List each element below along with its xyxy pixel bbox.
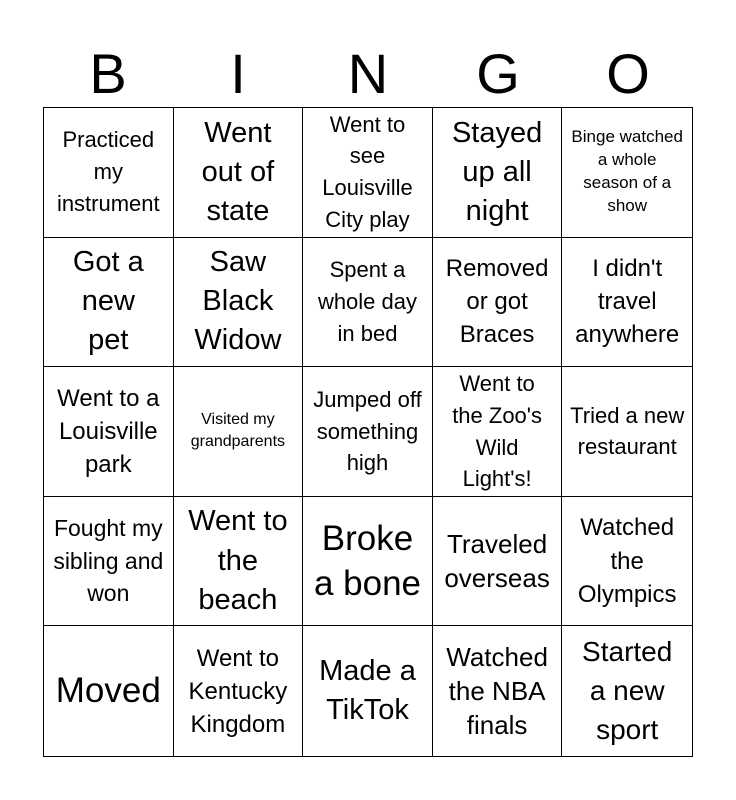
cell-text: Went to Kentucky Kingdom (188, 644, 288, 738)
bingo-cell[interactable] (174, 626, 304, 756)
bingo-cell[interactable] (303, 238, 433, 368)
cell-text: Saw Black Widow (194, 246, 282, 357)
bingo-cell[interactable] (303, 497, 433, 627)
bingo-cell[interactable] (562, 238, 692, 368)
bingo-cell[interactable] (174, 367, 304, 497)
header-letter-n: N (347, 42, 389, 105)
cell-text: Made a TikTok (319, 655, 416, 727)
cell-text: Fought my sibling and won (53, 515, 164, 607)
bingo-cell[interactable] (433, 367, 563, 497)
cell-text: Went out of state (201, 116, 275, 227)
bingo-cell[interactable] (433, 238, 563, 368)
cell-text: Stayed up all night (451, 116, 543, 227)
bingo-cell[interactable] (562, 497, 692, 627)
bingo-cell[interactable] (174, 497, 304, 627)
header-letter-i: I (230, 42, 246, 105)
bingo-cell[interactable] (562, 108, 692, 238)
header-letter-o: O (606, 42, 650, 105)
cell-text: Moved (55, 671, 161, 711)
cell-text: Removed or got Braces (445, 255, 549, 349)
bingo-cell[interactable] (44, 367, 174, 497)
bingo-cell[interactable] (44, 497, 174, 627)
bingo-cell[interactable] (174, 238, 304, 368)
bingo-cell[interactable] (562, 626, 692, 756)
bingo-cell[interactable] (44, 626, 174, 756)
cell-text: Spent a whole day in bed (317, 257, 418, 346)
bingo-cell[interactable] (303, 367, 433, 497)
bingo-cell[interactable] (433, 108, 563, 238)
cell-text: Broke a bone (313, 518, 422, 604)
bingo-header (43, 40, 693, 108)
cell-text: Binge watched a whole season of a show (571, 127, 683, 216)
cell-text: Tried a new restaurant (570, 402, 685, 460)
bingo-cell[interactable] (562, 367, 692, 497)
cell-text: Visited my grandparents (190, 411, 286, 451)
header-letter-b: B (89, 42, 127, 105)
bingo-cell[interactable] (433, 497, 563, 627)
cell-text: Went to the beach (188, 505, 288, 616)
cell-text: Got a new pet (72, 246, 144, 357)
cell-text: Jumped off something high (313, 386, 422, 476)
cell-text: I didn't travel anywhere (575, 255, 680, 349)
cell-text: Went to the Zoo's Wild Light's! (452, 370, 542, 492)
bingo-cell[interactable] (433, 626, 563, 756)
cell-text: Went to see Louisville City play (322, 111, 413, 233)
bingo-cell[interactable] (174, 108, 304, 238)
cell-text: Practiced my instrument (56, 127, 160, 217)
header-letter-g: G (476, 42, 520, 105)
cell-text: Watched the NBA finals (446, 641, 548, 741)
bingo-cell[interactable] (303, 108, 433, 238)
cell-text: Went to a Louisville park (57, 384, 160, 479)
bingo-cell[interactable] (303, 626, 433, 756)
cell-text: Watched the Olympics (577, 514, 677, 608)
cell-text: Started a new sport (582, 636, 673, 745)
cell-text: Traveled overseas (444, 528, 550, 594)
bingo-grid (43, 107, 693, 757)
bingo-cell[interactable] (44, 108, 174, 238)
bingo-cell[interactable] (44, 238, 174, 368)
